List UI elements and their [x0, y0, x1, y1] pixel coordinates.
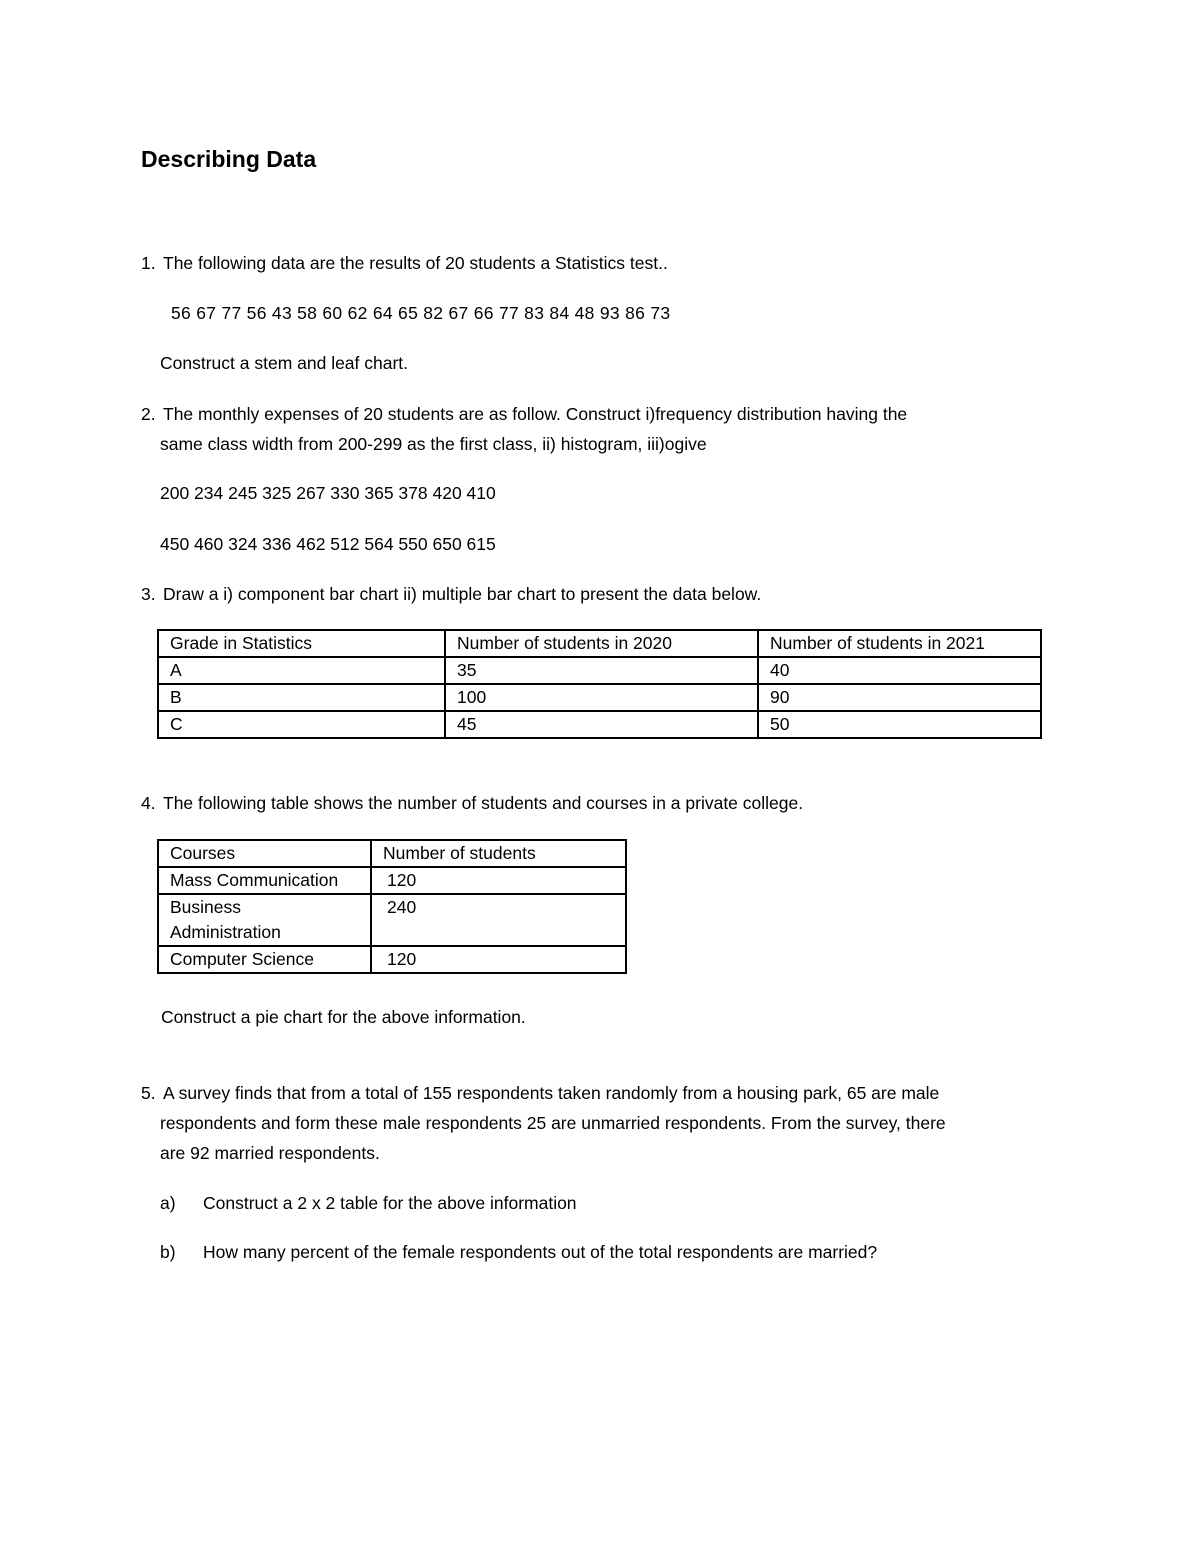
question-text: The monthly expenses of 20 students are as follow. Construct i)frequency distribution having the [163, 404, 908, 424]
question-5 [141, 1083, 939, 1104]
table-header-row [158, 840, 626, 867]
subquestion-label: a) [160, 1193, 176, 1213]
table-cell: 35 [445, 657, 758, 684]
table-cell: 120 [371, 867, 626, 894]
question-number: 4. [141, 793, 156, 813]
q1-data: 56 67 77 56 43 58 60 62 64 65 82 67 66 77 83 84 48 93 86 73 [171, 303, 671, 323]
question-number: 1. [141, 253, 156, 273]
table-header-cell: Number of students [371, 840, 626, 867]
question-text: The following data are the results of 20 students a Statistics test.. [163, 253, 668, 273]
table-cell: C [158, 711, 445, 738]
table-cell: 240 [371, 894, 626, 946]
course-name-line: Business [170, 897, 242, 917]
subquestion-label: b) [160, 1242, 176, 1262]
table-cell: B [158, 684, 445, 711]
question-4 [141, 793, 803, 814]
table-header-cell: Courses [158, 840, 371, 867]
table-cell: A [158, 657, 445, 684]
question-text: A survey finds that from a total of 155 respondents taken randomly from a housing park, 65 are male [163, 1083, 940, 1103]
courses-table [157, 839, 627, 974]
grades-table [157, 629, 1042, 739]
q2-text-line2: same class width from 200-299 as the first class, ii) histogram, iii)ogive [160, 434, 707, 454]
table-row [158, 711, 1041, 738]
page-title: Describing Data [141, 146, 317, 172]
table-cell: 45 [445, 711, 758, 738]
table-cell [158, 894, 371, 946]
question-text: The following table shows the number of students and courses in a private college. [163, 793, 804, 813]
table-row [158, 657, 1041, 684]
table-header-cell: Number of students in 2020 [445, 630, 758, 657]
table-row [158, 867, 626, 894]
table-cell: Mass Communication [158, 867, 371, 894]
question-number: 3. [141, 584, 156, 604]
subquestion-text: How many percent of the female respondents out of the total respondents are married? [203, 1242, 878, 1262]
q1-task: Construct a stem and leaf chart. [160, 353, 409, 373]
q2-data-line1: 200 234 245 325 267 330 365 378 420 410 [160, 483, 496, 503]
table-cell: 50 [758, 711, 1041, 738]
question-1 [141, 253, 668, 274]
table-cell: 100 [445, 684, 758, 711]
q2-data-line2: 450 460 324 336 462 512 564 550 650 615 [160, 534, 496, 554]
q5-text-line2: respondents and form these male respondents 25 are unmarried respondents. From the survey, there [160, 1113, 946, 1133]
table-row [158, 684, 1041, 711]
q4-task: Construct a pie chart for the above information. [161, 1007, 526, 1027]
table-header-cell: Number of students in 2021 [758, 630, 1041, 657]
table-header-row [158, 630, 1041, 657]
table-row [158, 946, 626, 973]
question-text: Draw a i) component bar chart ii) multiple bar chart to present the data below. [163, 584, 762, 604]
course-name-line: Administration [170, 922, 281, 942]
table-row [158, 894, 626, 946]
q5-subquestion-a [160, 1193, 577, 1214]
table-cell: 90 [758, 684, 1041, 711]
q5-subquestion-b [160, 1242, 877, 1263]
table-header-cell: Grade in Statistics [158, 630, 445, 657]
question-2 [141, 404, 907, 425]
question-3 [141, 584, 761, 605]
table-cell: 40 [758, 657, 1041, 684]
table-cell: 120 [371, 946, 626, 973]
question-number: 5. [141, 1083, 156, 1103]
subquestion-text: Construct a 2 x 2 table for the above information [203, 1193, 577, 1213]
q5-text-line3: are 92 married respondents. [160, 1143, 380, 1163]
question-number: 2. [141, 404, 156, 424]
table-cell: Computer Science [158, 946, 371, 973]
